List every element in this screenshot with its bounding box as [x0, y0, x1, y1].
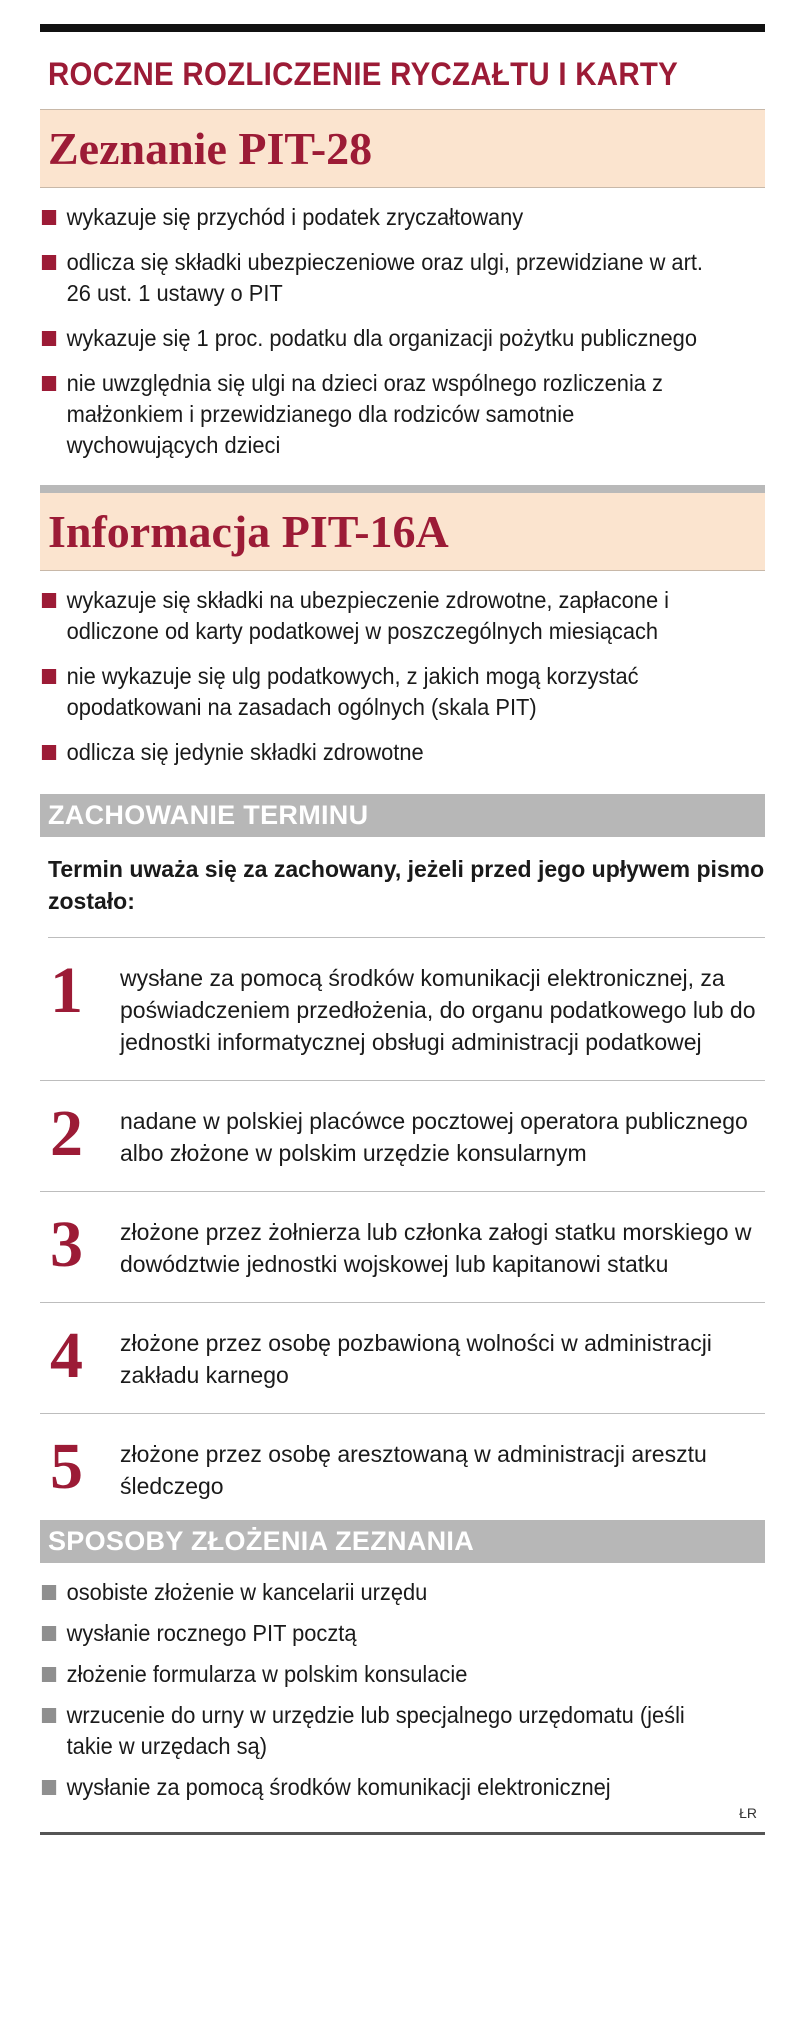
list-item: wykazuje się przychód i podatek zryczałtowany [40, 202, 729, 233]
numbered-item [40, 1414, 765, 1516]
list-item: osobiste złożenie w kancelarii urzędu [40, 1577, 729, 1608]
item-number: 4 [50, 1319, 83, 1392]
item-number: 3 [50, 1208, 83, 1281]
numbered-item [40, 1303, 765, 1414]
item-text: złożone przez żołnierza lub członka załogi statku morskiego w dowództwie jednostki wojskowej lub kapitanowi statku [120, 1219, 752, 1277]
square-bullet-icon [42, 1585, 56, 1600]
pit28-list [40, 202, 765, 461]
top-rule [40, 24, 765, 32]
list-item: złożenie formularza w polskim konsulacie [40, 1659, 729, 1690]
sposoby-list [40, 1577, 765, 1803]
list-item: wykazuje się 1 proc. podatku dla organizacji pożytku publicznego [40, 323, 729, 354]
list-item: wrzucenie do urny w urzędzie lub specjalnego urzędomatu (jeśli takie w urzędach są) [40, 1700, 729, 1762]
author-signature: ŁR [739, 1805, 757, 1821]
list-item: wysłanie za pomocą środków komunikacji elektronicznej [40, 1772, 729, 1803]
list-item: odlicza się składki ubezpieczeniowe oraz ulgi, przewidziane w art. 26 ust. 1 ustawy o PIT [40, 247, 729, 309]
list-item: wysłanie rocznego PIT pocztą [40, 1618, 729, 1649]
item-number: 5 [50, 1430, 83, 1503]
square-bullet-icon [42, 1780, 56, 1795]
item-text: złożone przez osobę pozbawioną wolności w administracji zakładu karnego [120, 1330, 712, 1388]
square-bullet-icon [42, 1626, 56, 1641]
square-bullet-icon [42, 331, 56, 346]
item-number: 1 [50, 954, 83, 1027]
square-bullet-icon [42, 1667, 56, 1682]
list-item: odlicza się jedynie składki zdrowotne [40, 737, 729, 768]
list-item: nie uwzględnia się ulgi na dzieci oraz wspólnego rozliczenia z małżonkiem i przewidzianego dla rodziców samotnie wychowujących dzieci [40, 368, 729, 461]
square-bullet-icon [42, 593, 56, 608]
item-text: wysłane za pomocą środków komunikacji elektronicznej, za poświadczeniem przedłożenia, do organu podatkowego lub do jednostki informatycznej obsługi administracji podatkowej [120, 965, 756, 1055]
termin-intro: Termin uważa się za zachowany, jeżeli przed jego upływem pismo zostało: [48, 853, 765, 938]
list-item: nie wykazuje się ulg podatkowych, z jakich mogą korzystać opodatkowani na zasadach ogólnych (skala PIT) [40, 661, 729, 723]
item-text: nadane w polskiej placówce pocztowej operatora publicznego albo złożone w polskim urzędzie konsularnym [120, 1108, 748, 1166]
numbered-item [40, 938, 765, 1081]
pit16a-title: Informacja PIT-16A [40, 485, 765, 571]
square-bullet-icon [42, 669, 56, 684]
list-item: wykazuje się składki na ubezpieczenie zdrowotne, zapłacone i odliczone od karty podatkowej w poszczególnych miesiącach [40, 585, 729, 647]
square-bullet-icon [42, 210, 56, 225]
item-text: złożone przez osobę aresztowaną w administracji aresztu śledczego [120, 1441, 707, 1499]
square-bullet-icon [42, 376, 56, 391]
item-number: 2 [50, 1097, 83, 1170]
numbered-item [40, 1192, 765, 1303]
numbered-item [40, 1081, 765, 1192]
termin-section-bar: ZACHOWANIE TERMINU [40, 794, 765, 837]
sposoby-area [40, 1577, 765, 1835]
infographic [40, 24, 765, 1835]
square-bullet-icon [42, 1708, 56, 1723]
pit28-title: Zeznanie PIT-28 [40, 109, 765, 188]
bottom-rule [40, 1832, 765, 1835]
pit16a-list [40, 585, 765, 768]
main-heading: ROCZNE ROZLICZENIE RYCZAŁTU I KARTY [48, 56, 679, 92]
square-bullet-icon [42, 745, 56, 760]
square-bullet-icon [42, 255, 56, 270]
sposoby-section-bar: SPOSOBY ZŁOŻENIA ZEZNANIA [40, 1520, 765, 1563]
